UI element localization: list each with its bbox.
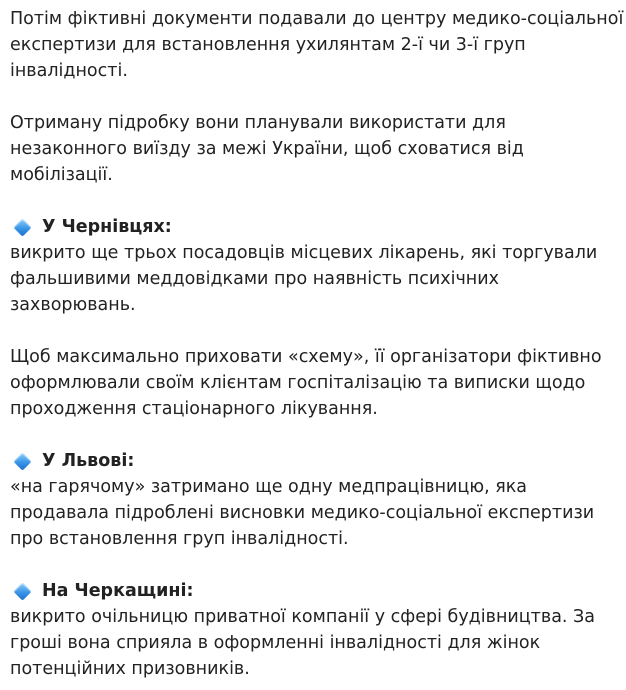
text-line: викрито ще трьох посадовців місцевих лікарень, які торгували [10,243,598,263]
text-line: мобілізації. [10,165,113,185]
section-heading [10,578,618,604]
text-line: викрито очільницю приватної компанії у сфері будівництва. За [10,607,595,627]
heading-text: У Чернівцях: [42,217,172,237]
text-line: інвалідності. [10,61,128,81]
text-line: потенційних призовників. [10,659,250,679]
text-line: захворювань. [10,295,136,315]
text-line: оформлювали своїм клієнтам госпіталізацію та виписки щодо [10,373,586,393]
text-line: про встановлення груп інвалідності. [10,529,349,549]
section-lviv [10,448,618,552]
text-line: фальшивими меддовідками про наявність психічних [10,269,499,289]
text-line: «на гарячому» затримано ще одну медпрацівницю, яка [10,477,528,497]
section-heading [10,448,618,474]
text-line: гроші вона сприяла в оформленні інвалідності для жінок [10,633,541,653]
text-line: незаконного виїзду за межі України, щоб сховатися від [10,139,524,159]
section-heading [10,214,618,240]
paragraph [10,110,618,188]
paragraph [10,6,624,84]
blue-diamond-icon [13,218,31,236]
text-line: Отриману підробку вони планували використати для [10,113,506,133]
text-line: проходження стаціонарного лікування. [10,399,378,419]
blue-diamond-icon [13,452,31,470]
heading-text: У Львові: [42,451,135,471]
text-line: продавала підроблені висновки медико-соціальної експертизи [10,503,595,523]
blue-diamond-icon [13,582,31,600]
text-line: експертизи для встановлення ухилянтам 2-ї чи 3-ї груп [10,35,526,55]
heading-text: На Черкащині: [42,581,194,601]
text-line: Щоб максимально приховати «схему», її організатори фіктивно [10,347,602,367]
section-chernivtsi [10,214,618,318]
section-cherkasy [10,578,618,682]
text-line: Потім фіктивні документи подавали до центру медико-соціальної [10,9,624,29]
paragraph [10,344,618,422]
